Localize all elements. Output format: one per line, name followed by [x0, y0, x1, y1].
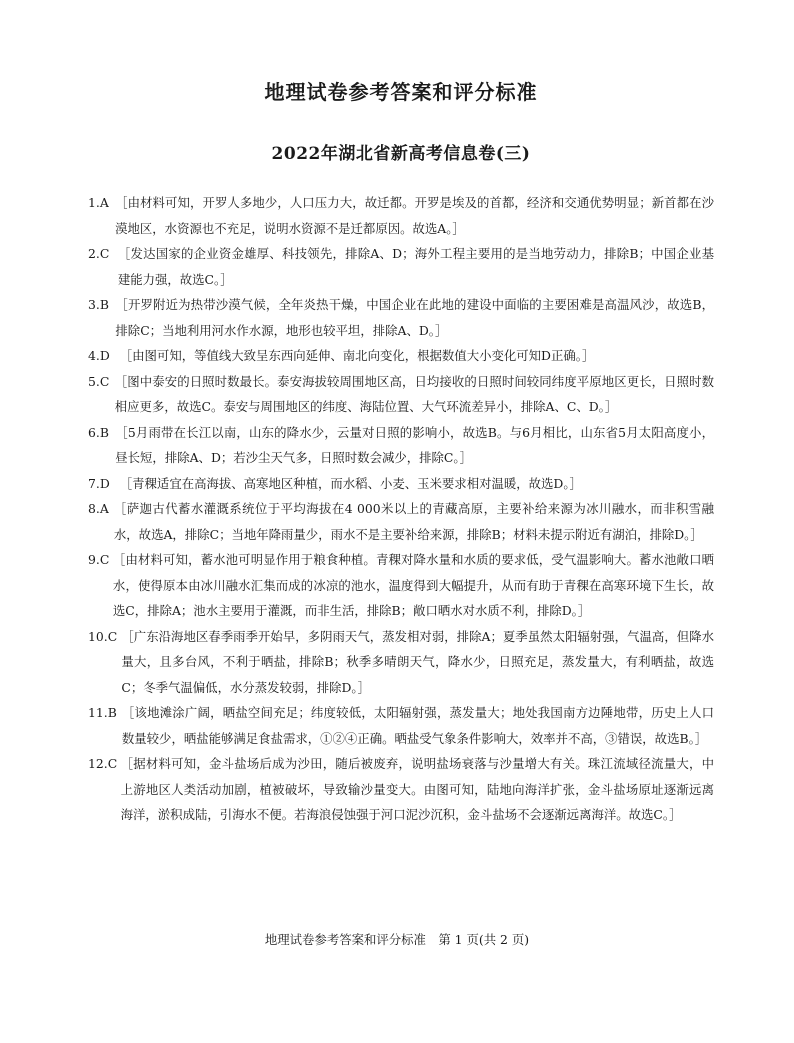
answer-explanation: ［5月雨带在长江以南，山东的降水少，云量对日照的影响小，故选B。与6月相比，山东省5月太阳高度小，昼长短，排除A、D；若沙尘天气多，日照时数会减少，排除C。］ — [115, 424, 714, 465]
answer-explanation: ［萨迦古代蓄水灌溉系统位于平均海拔在4 000米以上的青藏高原，主要补给来源为冰川融水，而非积雪融水，故选A，排除C；当地年降雨量少，雨水不是主要补给来源，排除B；材料未提示附近有湖泊，排除D。］ — [113, 501, 714, 542]
answer-item — [88, 292, 714, 343]
answer-item — [88, 190, 714, 241]
answer-item — [88, 700, 714, 751]
answer-number: 9.C — [88, 552, 110, 567]
answer-item — [88, 751, 714, 828]
page-footer: 地理试卷参考答案和评分标准 第 1 页(共 2 页) — [264, 932, 530, 947]
answer-number: 8.A — [88, 501, 109, 516]
page-title: 地理试卷参考答案和评分标准 — [264, 80, 538, 104]
answer-item — [88, 420, 714, 471]
answer-item — [88, 343, 714, 369]
answer-number: 4.D — [88, 348, 110, 363]
answer-item — [88, 496, 714, 547]
answer-explanation: ［据材料可知，金斗盐场后成为沙田，随后被废弃，说明盐场衰落与沙量增大有关。珠江流域径流量大，中上游地区人类活动加剧，植被破坏，导致输沙量变大。由图可知，陆地向海洋扩张，金斗盐场原址逐渐远离海洋，淤积成陆，引海水不便。若海浪侵蚀强于河口泥沙沉积，金斗盐场不会逐渐远离海洋。故选C。］ — [120, 756, 714, 822]
answer-explanation: ［由图可知，等值线大致呈东西向延伸、南北向变化，根据数值大小变化可知D正确。］ — [119, 348, 595, 363]
answer-explanation: ［该地滩涂广阔，晒盐空间充足；纬度较低，太阳辐射强，蒸发量大；地处我国南方边陲地带，历史上人口数量较少，晒盐能够满足食盐需求，①②④正确。晒盐受气象条件影响大，效率并不高，③错误，故选B。］ — [121, 705, 714, 746]
answer-explanation: ［青稞适宜在高海拔、高寒地区种植，而水稻、小麦、玉米要求相对温暖，故选D。］ — [119, 475, 582, 491]
answer-explanation: ［由材料可知，蓄水池可明显作用于粮食种植。青稞对降水量和水质的要求低，受气温影响大。蓄水池敞口晒水，使得原本由冰川融水汇集而成的冰凉的池水，温度得到大幅提升，从而有助于青稞在高寒环境下生长，故选C，排除A；池水主要用于灌溉，而非生活，排除B；敞口晒水对水质不利，排除D。］ — [112, 552, 714, 618]
answer-explanation: ［开罗附近为热带沙漠气候，全年炎热干燥，中国企业在此地的建设中面临的主要困难是高温风沙，故选B，排除C；当地利用河水作水源，地形也较平坦，排除A、D。］ — [115, 297, 714, 338]
answer-item — [88, 547, 714, 624]
answer-item — [88, 471, 714, 497]
answer-explanation: ［由材料可知，开罗人多地少，人口压力大，故迁都。开罗是埃及的首都，经济和交通优势明显；新首都在沙漠地区，水资源也不充足，说明水资源不是迁都原因。故选A。］ — [115, 195, 714, 236]
answer-number: 5.C — [88, 373, 110, 389]
answer-list — [88, 190, 714, 828]
answer-number: 12.C — [88, 756, 118, 771]
answer-number: 11.B — [88, 705, 117, 720]
answer-explanation: ［发达国家的企业资金雄厚、科技领先，排除A、D；海外工程主要用的是当地劳动力，排除B；中国企业基建能力强，故选C。］ — [117, 246, 714, 287]
answer-number: 2.C — [88, 246, 110, 261]
answer-number: 7.D — [88, 475, 110, 491]
answer-number: 1.A — [88, 195, 109, 210]
answer-item — [88, 241, 714, 292]
answer-item — [88, 624, 714, 701]
answer-explanation: ［广东沿海地区春季雨季开始早，多阴雨天气，蒸发相对弱，排除A；夏季虽然太阳辐射强，气温高，但降水量大，且多台风，不利于晒盐，排除B；秋季多晴朗天气，降水少，日照充足，蒸发量大，有利晒盐，故选C；冬季气温偏低，水分蒸发较弱，排除D。］ — [121, 628, 714, 695]
page-subtitle: 2022年湖北省新高考信息卷(三) — [271, 144, 531, 164]
answer-number: 10.C — [88, 628, 118, 644]
answer-number: 3.B — [88, 297, 109, 312]
answer-item — [88, 369, 714, 420]
answer-number: 6.B — [88, 424, 109, 440]
answer-explanation: ［图中泰安的日照时数最长。泰安海拔较周围地区高，日均接收的日照时间较同纬度平原地区更长，日照时数相应更多，故选C。泰安与周围地区的纬度、海陆位置、大气环流差异小，排除A、C、D。］ — [114, 373, 714, 414]
